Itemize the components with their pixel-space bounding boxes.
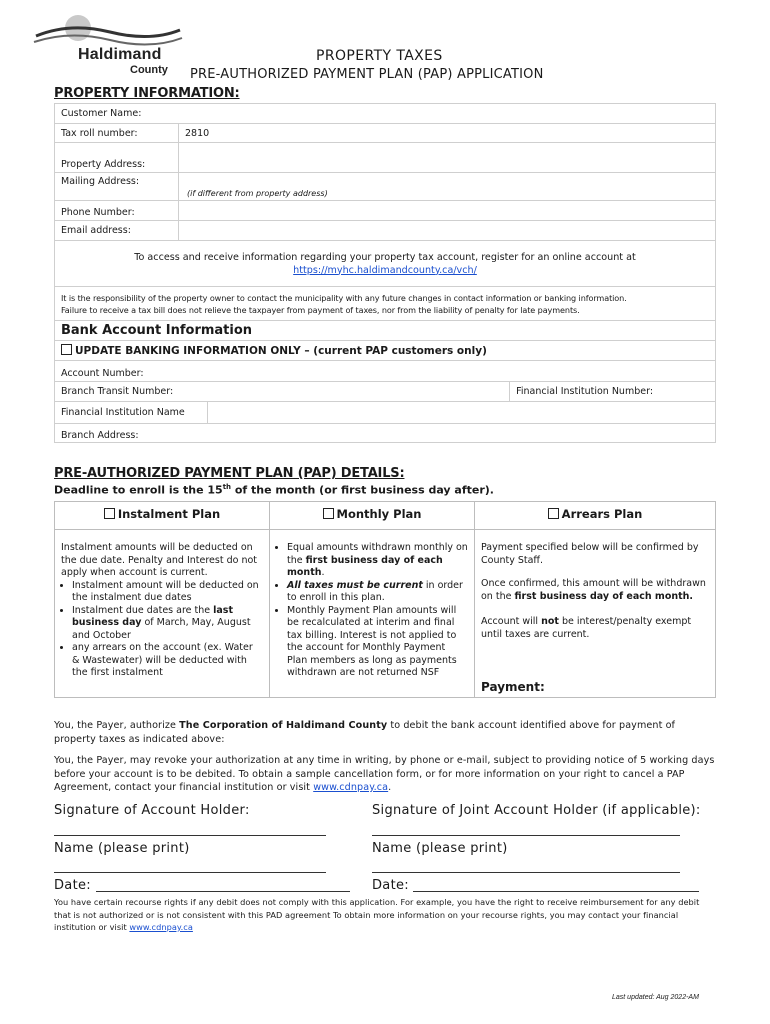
arrears-plan-details: Payment specified below will be confirmed by County Staff. Once confirmed, this amount will be withdrawn on the first business day of each month. Account will not be interest/penalty exempt until taxes are current. Payment: [475, 530, 716, 698]
joint-name-print-line[interactable] [372, 872, 680, 873]
institution-name-field[interactable] [208, 402, 716, 424]
account-holder-signature-label: Signature of Account Holder: [54, 803, 250, 818]
last-updated: Last updated: Aug 2022-AM [612, 994, 699, 1001]
update-banking-option[interactable]: UPDATE BANKING INFORMATION ONLY – (current PAP customers only) [55, 341, 716, 361]
phone-label: Phone Number: [55, 201, 179, 221]
bank-info-table [54, 320, 716, 443]
joint-date-label: Date: [372, 878, 409, 893]
instalment-checkbox[interactable] [104, 508, 115, 519]
page-subtitle: PRE-AUTHORIZED PAYMENT PLAN (PAP) APPLICATION [190, 67, 544, 82]
account-number-field[interactable]: Account Number: [55, 361, 716, 382]
monthly-plan-option[interactable]: Monthly Plan [270, 502, 475, 530]
revocation-paragraph: You, the Payer, may revoke your authorization at any time in writing, by phone or e-mail, subject to providing notice of 5 working days before your account is to be debited. To obtain a sample cancellation form, or for more information on your right to cancel a PAP Agreement, contact your financial institution or visit www.cdnpay.ca. [54, 755, 715, 793]
page-title: PROPERTY TAXES [316, 48, 443, 64]
joint-date-line[interactable] [413, 891, 699, 892]
logo-county: County [130, 64, 168, 76]
phone-field[interactable] [179, 201, 716, 221]
email-field[interactable] [179, 221, 716, 241]
tax-roll-label: Tax roll number: [55, 124, 179, 143]
instalment-plan-option[interactable]: Instalment Plan [55, 502, 270, 530]
haldimand-logo [30, 10, 190, 80]
arrears-payment-field[interactable]: Payment: [481, 679, 545, 694]
pap-section-title: PRE-AUTHORIZED PAYMENT PLAN (PAP) DETAILS: [54, 466, 405, 481]
branch-address-field[interactable]: Branch Address: [55, 424, 716, 443]
recourse-rights-note: You have certain recourse rights if any debit does not comply with this application. For example, you have the right to receive reimbursement for any debit that is not authorized or is not consistent with this PAD agreement To obtain more information on your recourse rights, you may contact your financial institution or visit www.cdnpay.ca [54, 897, 700, 932]
date-label: Date: [54, 878, 91, 893]
property-address-field[interactable] [179, 143, 716, 173]
joint-holder-signature-label: Signature of Joint Account Holder (if applicable): [372, 803, 701, 818]
joint-holder-signature-line[interactable] [372, 835, 680, 836]
mailing-address-label: Mailing Address: [55, 173, 179, 201]
plan-options-table [54, 501, 716, 698]
institution-number-field[interactable]: Financial Institution Number: [510, 382, 716, 402]
online-account-info: To access and receive information regarding your property tax account, register for an online account at https://myhc.haldimandcounty.ca/vch/ [55, 241, 716, 287]
online-account-link[interactable]: https://myhc.haldimandcounty.ca/vch/ [293, 264, 477, 276]
arrears-plan-option[interactable]: Arrears Plan [475, 502, 716, 530]
joint-name-print-label: Name (please print) [372, 841, 508, 856]
name-print-label: Name (please print) [54, 841, 190, 856]
responsibility-note: It is the responsibility of the property owner to contact the municipality with any future changes in contact information or banking information. Failure to receive a tax bill does not relieve the taxpayer from payment of taxes, nor from the liability of penalty for late payments. [55, 287, 716, 321]
authorization-paragraph: You, the Payer, authorize The Corporation of Haldimand County to debit the bank account identified above for payment of property taxes as indicated above: [54, 720, 676, 745]
mailing-note: (if different from property address) [187, 189, 328, 198]
recourse-cdnpay-link[interactable]: www.cdnpay.ca [129, 922, 193, 932]
tax-roll-field[interactable]: 2810 [179, 124, 716, 143]
instalment-plan-details: Instalment amounts will be deducted on the due date. Penalty and Interest do not apply when account is current. • Instalment amount will be deducted on the instalment due dates • Instalment due dates are the last business day of March, May, August and October • any arrears on the account (ex. Water & Wastewater) will be deducted with the first instalment [55, 530, 270, 698]
arrears-checkbox[interactable] [548, 508, 559, 519]
account-holder-signature-line[interactable] [54, 835, 326, 836]
email-label: Email address: [55, 221, 179, 241]
logo-name: Haldimand [78, 46, 162, 63]
date-line[interactable] [96, 891, 350, 892]
mailing-address-field[interactable] [179, 173, 716, 201]
property-info-table [54, 103, 716, 321]
enroll-deadline: Deadline to enroll is the 15th of the month (or first business day after). [54, 483, 494, 497]
update-banking-checkbox[interactable] [61, 344, 72, 355]
branch-transit-field[interactable]: Branch Transit Number: [55, 382, 510, 402]
property-section-title: PROPERTY INFORMATION: [54, 86, 240, 101]
institution-name-label: Financial Institution Name [55, 402, 208, 424]
monthly-plan-details: • Equal amounts withdrawn monthly on the first business day of each month. • All taxes must be current in order to enroll in this plan. • Monthly Payment Plan amounts will be recalculated at interim and final tax billing. Interest is not applied to the account for Monthly Payment Plan members as long as payments withdrawn are not returned NSF [270, 530, 475, 698]
customer-name-field[interactable]: Customer Name: [55, 104, 716, 124]
property-address-label: Property Address: [55, 143, 179, 173]
monthly-checkbox[interactable] [323, 508, 334, 519]
cdnpay-link[interactable]: www.cdnpay.ca [313, 782, 389, 793]
name-print-line[interactable] [54, 872, 326, 873]
bank-section-title: Bank Account Information [55, 321, 716, 341]
